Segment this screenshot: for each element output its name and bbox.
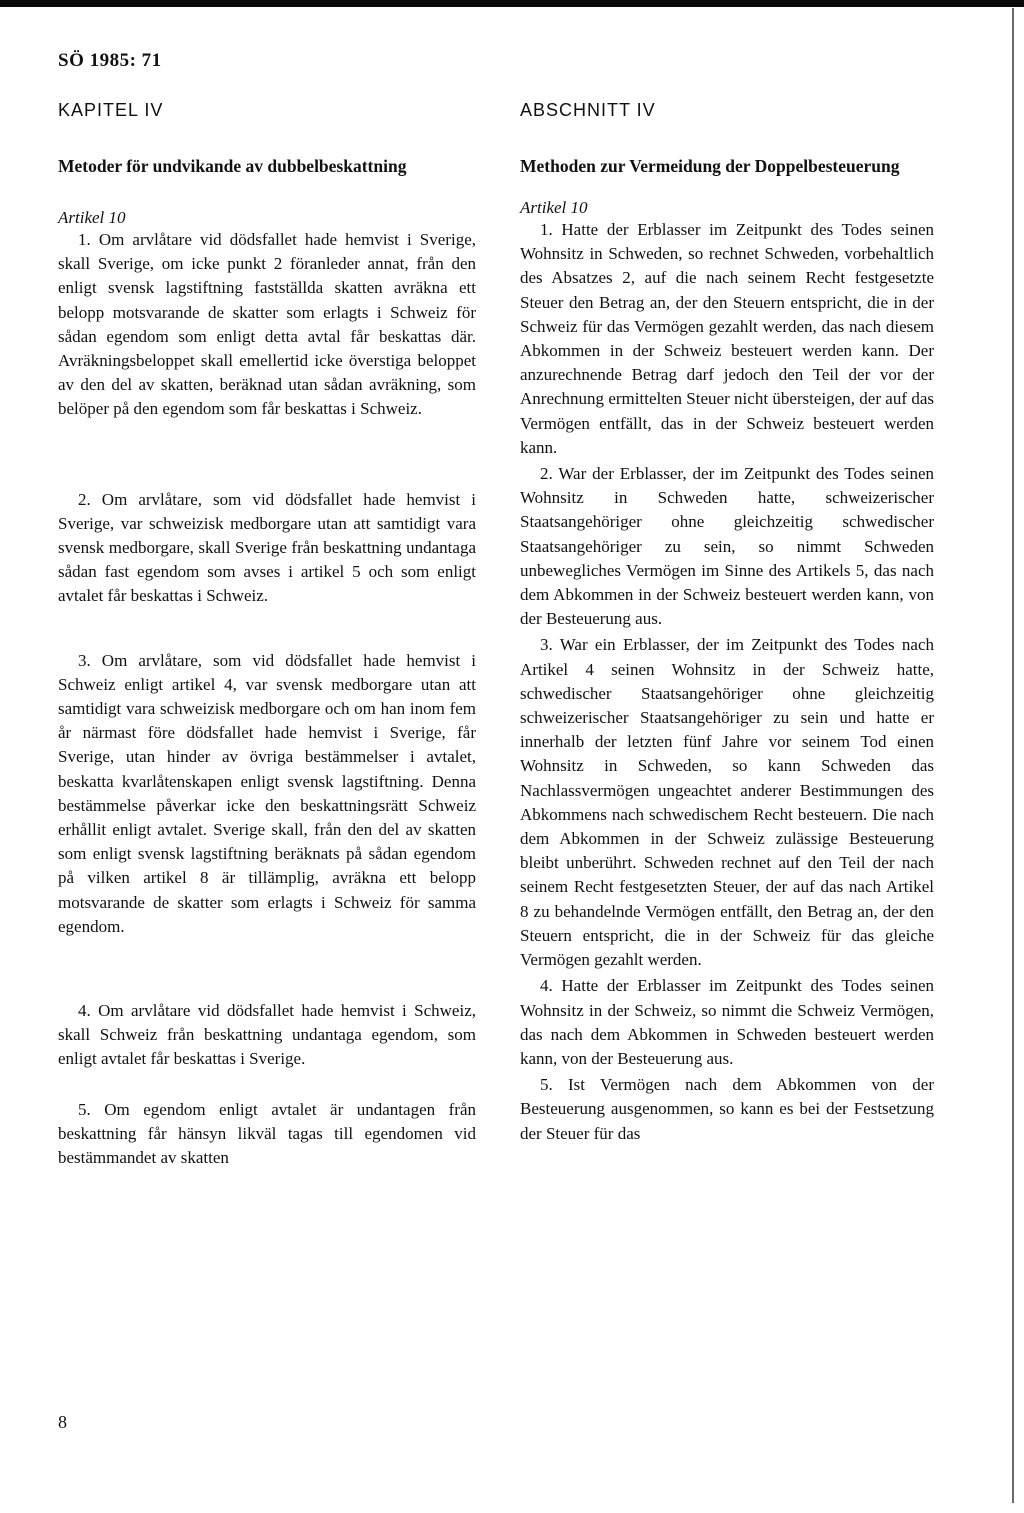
- chapter-heading: KAPITEL IV: [58, 100, 164, 120]
- right-scan-edge: [1012, 8, 1014, 1503]
- paragraph-4: 4. Hatte der Erblasser im Zeitpunkt des Todes seinen Wohnsitz in der Schweiz, so nimmt die Schweiz Vermögen, das nach dem Abkommen in Schweden besteuert werden kann, von der Besteuerung aus.: [520, 976, 934, 1068]
- document-reference: SÖ 1985: 71: [58, 50, 162, 71]
- paragraph-5: 5. Ist Vermögen nach dem Abkommen von der Besteuerung ausgenommen, so kann es bei der Festsetzung der Steuer für das: [520, 1075, 934, 1143]
- swedish-column: [58, 100, 476, 1170]
- chapter-heading: ABSCHNITT IV: [520, 100, 656, 120]
- paragraph-4: 4. Om arvlåtare vid dödsfallet hade hemvist i Schweiz, skall Schweiz från beskattning undantaga egendom, som enligt avtalet får beskattas i Sverige.: [58, 1001, 476, 1069]
- article-heading: Artikel 10: [520, 198, 588, 217]
- paragraph-1: 1. Om arvlåtare vid dödsfallet hade hemvist i Sverige, skall Sverige, om icke punkt 2 föranleder annat, från den enligt svensk lagstiftning fastställda skatten avräkna ett belopp motsvarande de skatter som erlagts i Schweiz för sådan egendom som enligt detta avtal får beskattas där. Avräkningsbeloppet skall emellertid icke överstiga beloppet av den del av skatten, beräknad utan sådan avräkning, som belöper på den egendom som får beskattas i Schweiz.: [58, 230, 476, 419]
- paragraph-3: 3. War ein Erblasser, der im Zeitpunkt des Todes nach Artikel 4 seinen Wohnsitz in der Schweiz hatte, schwedischer Staatsangehöriger ohne gleichzeitig schweizerischer Staatsangehöriger zu sein und hatte er innerhalb der letzten fünf Jahre vor seinem Tod einen Wohnsitz in Schweden, so kann Schweden das Nachlassvermögen ungeachtet anderer Bestimmungen des Abkommens nach schwedischem Recht besteuern. Die nach dem Abkommen in der Schweiz zulässige Besteuerung bleibt unberührt. Schweden rechnet auf den Teil der nach seinem Recht festgesetzten Steuer, der auf das nach Artikel 8 zu behandelnde Vermögen entfällt, den Betrag an, der den Steuern entspricht, die in der Schweiz für das gleiche Vermögen gezahlt werden.: [520, 635, 934, 970]
- paragraph-2: 2. War der Erblasser, der im Zeitpunkt des Todes seinen Wohnsitz in Schweden hatte, schweizerischer Staatsangehöriger ohne gleichzeitig schwedischer Staatsangehöriger zu sein, so nimmt Schweden unbewegliches Vermögen im Sinne des Artikels 5, das nach dem Abkommen in der Schweiz besteuert werden kann, von der Besteuerung aus.: [520, 464, 934, 629]
- paragraph-3: 3. Om arvlåtare, som vid dödsfallet hade hemvist i Schweiz enligt artikel 4, var svensk medborgare utan att samtidigt vara schweizisk medborgare och om han inom fem år närmast före dödsfallet hade hemvist i Sverige, får Sverige, utan hinder av övriga bestämmelser i avtalet, beskatta kvarlåtenskapen enligt svensk lagstiftning. Denna bestämmelse påverkar icke den beskattningsrätt Schweiz erhållit enligt avtalet. Sverige skall, från den del av skatten som enligt svensk lagstiftning beräknats på sådan egendom på vilken artikel 8 är tillämplig, avräkna ett belopp motsvarande de skatter som erlagts i Schweiz för samma egendom.: [58, 650, 476, 936]
- page-number: 8: [58, 1412, 67, 1432]
- paragraph-2: 2. Om arvlåtare, som vid dödsfallet hade hemvist i Sverige, var schweizisk medborgare utan att samtidigt vara svensk medborgare, skall Sverige från beskattning undantaga sådan fast egendom som avses i artikel 5 och som enligt avtalet får beskattas i Schweiz.: [58, 489, 476, 606]
- german-column: [520, 100, 934, 1146]
- section-title: Metoder för undvikande av dubbelbeskattning: [58, 156, 407, 176]
- section-title: Methoden zur Vermeidung der Doppelbesteuerung: [520, 156, 900, 176]
- top-border-rule: [0, 0, 1024, 7]
- paragraph-1: 1. Hatte der Erblasser im Zeitpunkt des Todes seinen Wohnsitz in Schweden, so rechnet Schweden, vorbehaltlich des Absatzes 2, auf die nach seinem Recht festgesetzte Steuer den Betrag an, der den Steuern entspricht, die in der Schweiz für das Vermögen gezahlt werden, das nach diesem Abkommen in der Schweiz besteuert werden kann. Der anzurechnende Betrag darf jedoch den Teil der vor der Anrechnung ermittelten Steuer nicht übersteigen, der auf das Vermögen entfällt, das in der Schweiz besteuert werden kann.: [520, 220, 934, 457]
- article-heading: Artikel 10: [58, 208, 126, 227]
- paragraph-5: 5. Om egendom enligt avtalet är undantagen från beskattning får hänsyn likväl tagas till egendomen vid bestämmandet av skatten: [58, 1099, 476, 1168]
